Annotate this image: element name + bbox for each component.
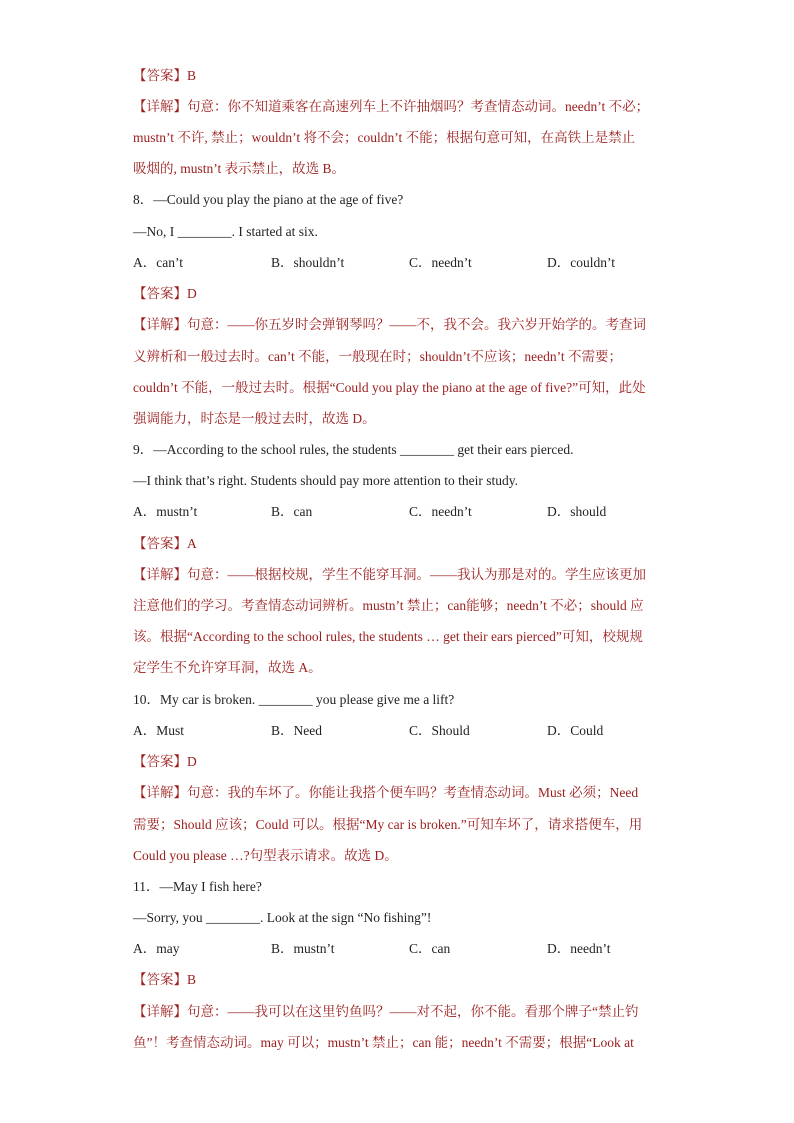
q11-stem-2: —Sorry, you ________. Look at the sign “No fishing”!	[133, 910, 432, 925]
q9-explain-line-4: 定学生不允许穿耳洞，故选 A。	[133, 660, 322, 675]
q11-option-a: A．may	[133, 941, 180, 956]
q9-explain-line-1: 【详解】句意：——根据校规，学生不能穿耳洞。——我认为那是对的。学生应该更加	[133, 567, 646, 582]
q8-options	[133, 253, 673, 273]
q11-option-c: C．can	[409, 941, 451, 956]
q7-explain-line-2: mustn’t 不许, 禁止；wouldn’t 将不会；couldn’t 不能；根据句意可知，在高铁上是禁止	[133, 130, 636, 145]
q8-explain-line-2: 义辨析和一般过去时。can’t 不能，一般现在时；shouldn’t不应该；needn’t 不需要；	[133, 349, 622, 364]
q10-explain-line-3: Could you please …?句型表示请求。故选 D。	[133, 848, 398, 863]
q8-option-b: B．shouldn’t	[271, 255, 345, 270]
q11-explain-line-1: 【详解】句意：——我可以在这里钓鱼吗？——对不起，你不能。看那个牌子“禁止钓	[133, 1004, 639, 1019]
q10-option-b: B．Need	[271, 723, 322, 738]
q9-explain-line-3: 该。根据“According to the school rules, the students … get their ears pierced”可知，校规规	[133, 629, 643, 644]
q8-option-c: C．needn’t	[409, 255, 472, 270]
q9-explain-line-2: 注意他们的学习。考查情态动词辨析。mustn’t 禁止；can能够；needn’t 不必；should 应	[133, 598, 644, 613]
q9-stem-2: —I think that’s right. Students should pay more attention to their study.	[133, 473, 518, 488]
q11-explain-line-2: 鱼”！考查情态动词。may 可以；mustn’t 禁止；can 能；needn’t 不需要；根据“Look at	[133, 1035, 634, 1050]
q10-option-a: A．Must	[133, 723, 185, 738]
q7-explain-line-1: 【详解】句意：你不知道乘客在高速列车上不许抽烟吗？考查情态动词。needn’t 不必；	[133, 99, 650, 114]
q10-options	[133, 721, 673, 741]
q8-explain-line-3: couldn’t 不能，一般过去时。根据“Could you play the piano at the age of five?”可知，此处	[133, 380, 646, 395]
q11-option-b: B．mustn’t	[271, 941, 335, 956]
q10-explain-line-2: 需要；Should 应该；Could 可以。根据“My car is broken.”可知车坏了，请求搭便车，用	[133, 817, 643, 832]
q11-stem: 11．—May I fish here?	[133, 879, 262, 894]
q8-explain-line-4: 强调能力，时态是一般过去时，故选 D。	[133, 411, 376, 426]
q9-option-d: D．should	[547, 504, 607, 519]
q10-option-d: D．Could	[547, 723, 604, 738]
q9-option-b: B．can	[271, 504, 313, 519]
q8-answer: 【答案】D	[133, 286, 197, 301]
q9-options	[133, 502, 673, 522]
q7-explain-line-3: 吸烟的, mustn’t 表示禁止，故选 B。	[133, 161, 346, 176]
q8-stem-2: —No, I ________. I started at six.	[133, 224, 318, 239]
q10-option-c: C．Should	[409, 723, 470, 738]
q8-option-d: D．couldn’t	[547, 255, 615, 270]
q10-answer: 【答案】D	[133, 754, 197, 769]
q9-option-c: C．needn’t	[409, 504, 472, 519]
q11-option-d: D．needn’t	[547, 941, 611, 956]
q11-options	[133, 939, 673, 959]
q8-stem: 8．—Could you play the piano at the age of five?	[133, 192, 404, 207]
q9-answer: 【答案】A	[133, 536, 197, 551]
q8-explain-line-1: 【详解】句意：——你五岁时会弹钢琴吗？——不，我不会。我六岁开始学的。考查词	[133, 317, 646, 332]
q9-stem: 9．—According to the school rules, the students ________ get their ears pierced.	[133, 442, 574, 457]
q7-answer: 【答案】B	[133, 68, 197, 83]
q10-stem: 10．My car is broken. ________ you please give me a lift?	[133, 692, 455, 707]
q11-answer: 【答案】B	[133, 972, 197, 987]
q9-option-a: A．mustn’t	[133, 504, 198, 519]
q10-explain-line-1: 【详解】句意：我的车坏了。你能让我搭个便车吗？考查情态动词。Must 必须；Need	[133, 785, 639, 800]
q8-option-a: A．can’t	[133, 255, 183, 270]
